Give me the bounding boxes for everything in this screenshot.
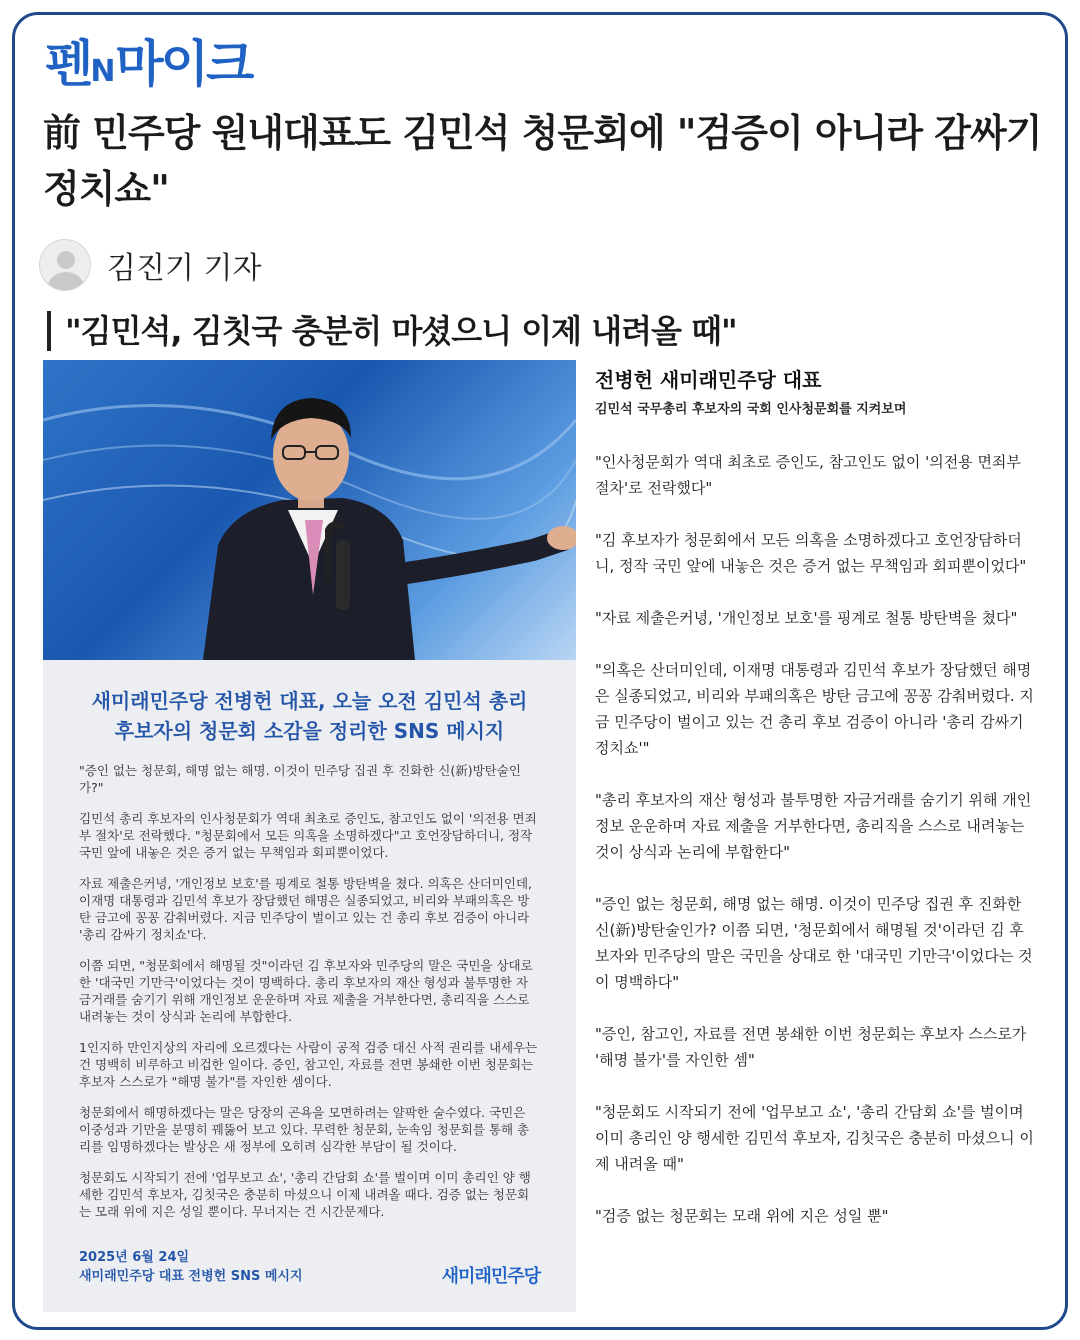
card-date: 2025년 6월 24일 (79, 1250, 190, 1265)
card-lead: "증인 없는 청문회, 해명 없는 해명. 이것이 민주당 집권 후 진화한 신(新)방탄술인가?" (79, 763, 521, 795)
logo-text-n: N (90, 54, 116, 89)
quote-item: "인사청문회가 역대 최초로 증인도, 참고인도 없이 '의전용 면죄부 절차'로 전락했다" (595, 453, 1021, 497)
quote-item: "검증 없는 청문회는 모래 위에 지은 성일 뿐" (595, 1207, 889, 1225)
byline (39, 237, 261, 293)
card-title: 새미래민주당 전병헌 대표, 오늘 오전 김민석 총리 후보자의 청문회 소감을 정리한 SNS 메시지 (91, 689, 528, 743)
quote-item: "증인, 참고인, 자료를 전면 봉쇄한 이번 청문회는 후보자 스스로가 '해명 불가'를 자인한 셈" (595, 1025, 1027, 1069)
party-logo: 새미래민주당 (441, 1266, 540, 1287)
card-paragraph: 자료 제출은커녕, '개인정보 보호'를 핑계로 철통 방탄벽을 쳤다. 의혹은 산더미인데, 이재명 대통령과 김민석 후보가 장담했던 해명은 실종되었고, 비리와 부패의혹은 방탄 금고에 꽁꽁 감춰버렸다. 지금 민주당이 벌이고 있는 건 총리 후보 검증이 아니라 '총리 감싸기 정치쇼'다. (79, 876, 533, 942)
card-paragraph: 청문회에서 해명하겠다는 말은 당장의 곤욕을 모면하려는 얄팍한 술수였다. 국민은 이중성과 기만을 분명히 꿰뚫어 보고 있다. 무력한 청문회, 눈속임 청문회를 통해 총리를 임명하겠다는 발상은 새 정부에 오히려 심각한 부담이 될 것이다. (79, 1105, 530, 1154)
article-headline: 前 민주당 원내대표도 김민석 청문회에 "검증이 아니라 감싸기 정치쇼" (43, 111, 1042, 211)
reporter-name[interactable]: 김진기 기자 (107, 251, 262, 286)
article-frame (12, 12, 1068, 1330)
quote-item: "김 후보자가 청문회에서 모든 의혹을 소명하겠다고 호언장담하더니, 정작 국민 앞에 내놓은 것은 증거 없는 무책임과 회피뿐이었다" (595, 531, 1027, 575)
reporter-avatar-icon (39, 239, 91, 291)
card-paragraph: 이쯤 되면, "청문회에서 해명될 것"이라던 김 후보자와 민주당의 말은 국민을 상대로 한 '대국민 기만극'이었다는 것이 명백하다. 총리 후보자의 재산 형성과 불투명한 자금거래를 숨기기 위해 개인정보 운운하며 자료 제출을 거부한다면, 총리직을 스스로 내려놓는 것이 상식과 논리에 부합한다. (79, 958, 533, 1024)
speaker-photo (43, 360, 576, 660)
quote-column (595, 365, 1035, 1229)
logo-text-1: 펜 (45, 35, 91, 93)
card-paragraph: 청문회도 시작되기 전에 '업무보고 쇼', '총리 간담회 쇼'를 벌이며 이미 총리인 양 행세한 김민석 후보자, 김칫국은 충분히 마셨으니 이제 내려올 때다. 검증 없는 청문회는 모래 위에 지은 성일 뿐이다. 무너지는 건 시간문제다. (79, 1170, 531, 1219)
card-paragraph: 1인지하 만인지상의 자리에 오르겠다는 사람이 공적 검증 대신 사적 권리를 내세우는 건 명백히 비루하고 비겁한 일이다. 증인, 참고인, 자료를 전면 봉쇄한 이번 청문회는 후보자 스스로가 "해명 불가"를 자인한 셈이다. (79, 1040, 538, 1089)
card-signature: 새미래민주당 대표 전병헌 SNS 메시지 (79, 1269, 303, 1284)
speaker-photo-illustration (43, 360, 576, 660)
site-logo[interactable] (45, 35, 251, 101)
logo-text-2: 마이크 (115, 35, 252, 93)
sns-message-card (43, 660, 576, 1312)
quote-column-title: 전병헌 새미래민주당 대표 (595, 368, 822, 392)
quote-item: "총리 후보자의 재산 형성과 불투명한 자금거래를 숨기기 위해 개인정보 운운하며 자료 제출을 거부한다면, 총리직을 스스로 내려놓는 것이 상식과 논리에 부합한다" (595, 791, 1032, 861)
quote-item: "자료 제출은커녕, '개인정보 보호'를 핑계로 철통 방탄벽을 쳤다" (595, 609, 1018, 627)
quote-item: "의혹은 산더미인데, 이재명 대통령과 김민석 후보가 장담했던 해명은 실종되었고, 비리와 부패의혹은 방탄 금고에 꽁꽁 감춰버렸다. 지금 민주당이 벌이고 있는 건 총리 후보 검증이 아니라 '총리 감싸기 정치쇼'" (595, 661, 1034, 757)
image-column (43, 360, 576, 1312)
card-paragraph: 김민석 총리 후보자의 인사청문회가 역대 최초로 증인도, 참고인도 없이 '의전용 면죄부 절차'로 전락했다. "청문회에서 모든 의혹을 소명하겠다"고 호언장담하더니, 정작 국민 앞에 내놓은 것은 증거 없는 무책임과 회피뿐이었다. (79, 811, 537, 860)
card-footer (79, 1248, 540, 1294)
quote-column-subtitle: 김민석 국무총리 후보자의 국회 인사청문회를 지켜보며 (595, 402, 907, 417)
quote-item: "증인 없는 청문회, 해명 없는 해명. 이것이 민주당 집권 후 진화한 신(新)방탄술인가? 이쯤 되면, '청문회에서 해명될 것'이라던 김 후보자와 민주당의 말은 국민을 상대로 한 '대국민 기만극'이었다는 것이 명백하다" (595, 895, 1033, 991)
quote-item: "청문회도 시작되기 전에 '업무보고 쇼', '총리 간담회 쇼'를 벌이며 이미 총리인 양 행세한 김민석 후보자, 김칫국은 충분히 마셨으니 이제 내려올 때" (595, 1103, 1034, 1173)
article-subheading: "김민석, 김칫국 충분히 마셨으니 이제 내려올 때" (47, 311, 737, 351)
